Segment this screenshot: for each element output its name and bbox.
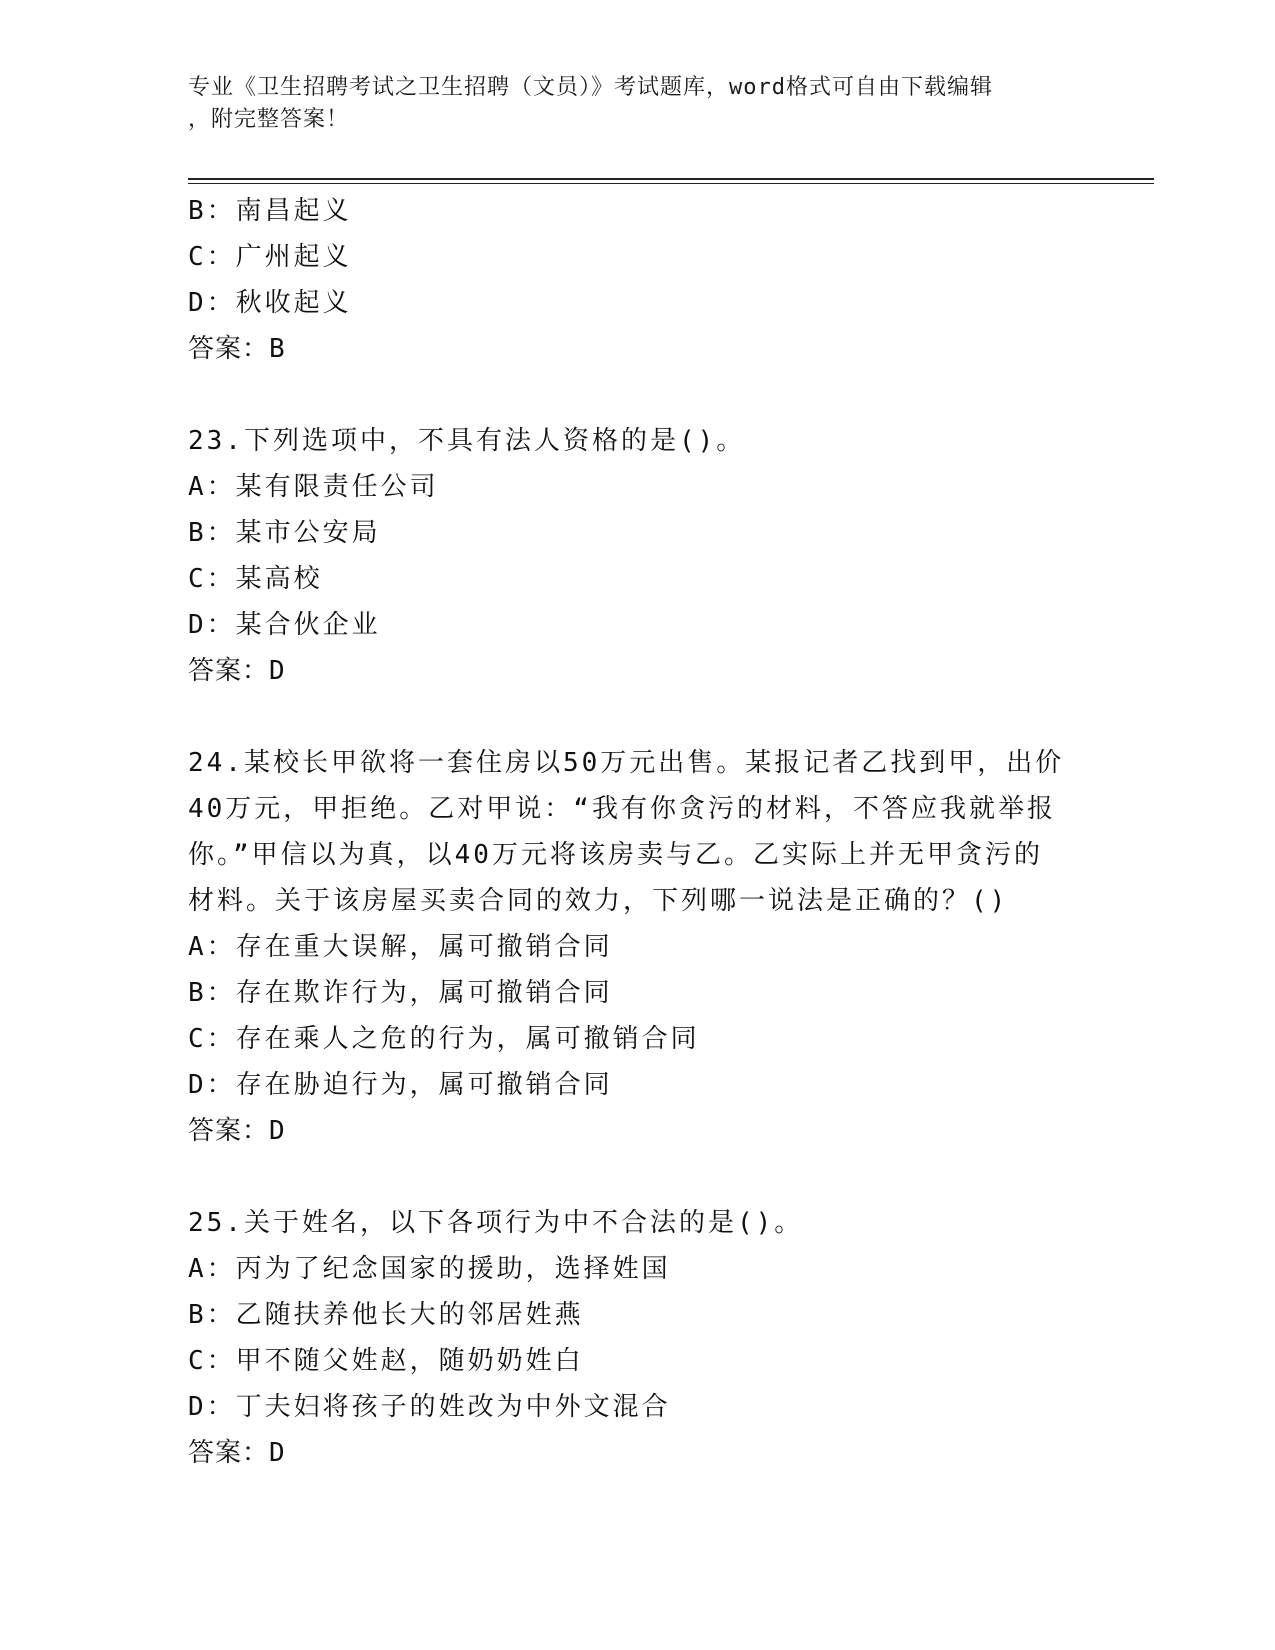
option-c: C：甲不随父姓赵，随奶奶姓白 [188,1346,584,1376]
option-b: B：某市公安局 [188,518,381,548]
answer-label: 答案： [188,1116,270,1146]
answer-label: 答案： [188,334,270,364]
answer-line [188,648,1088,694]
answer-line [188,326,1088,372]
question-list [188,188,1088,1476]
option-a: A：存在重大误解，属可撤销合同 [188,932,613,962]
answer-value: B [269,334,286,364]
option-d: D：某合伙企业 [188,610,381,640]
option-d: D：丁夫妇将孩子的姓改为中外文混合 [188,1392,671,1422]
answer-value: D [269,656,286,686]
question-stem: 23.下列选项中，不具有法人资格的是()。 [188,426,746,456]
header-line-1: 专业《卫生招聘考试之卫生招聘（文员）》考试题库，word格式可自由下载编辑 [188,75,993,100]
question-stem-line-1: 24.某校长甲欲将一套住房以50万元出售。某报记者乙找到甲，出价 [188,748,1065,778]
option-b: B：南昌起义 [188,196,352,226]
option-c: C：某高校 [188,564,323,594]
answer-value: D [269,1438,286,1468]
document-header [188,72,1068,136]
question-25 [188,1200,1088,1476]
question-24 [188,740,1088,1154]
header-line-2: ，附完整答案！ [188,107,350,132]
option-a: A：丙为了纪念国家的援助，选择姓国 [188,1254,671,1284]
question-stem-line-3: 你。”甲信以为真，以40万元将该房卖与乙。乙实际上并无甲贪污的 [188,840,1043,870]
option-c: C：广州起义 [188,242,352,272]
option-d: D：存在胁迫行为，属可撤销合同 [188,1070,613,1100]
answer-label: 答案： [188,656,270,686]
option-a: A：某有限责任公司 [188,472,439,502]
answer-label: 答案： [188,1438,270,1468]
answer-line [188,1430,1088,1476]
question-stem-line-4: 材料。关于该房屋买卖合同的效力，下列哪一说法是正确的？() [188,886,1009,916]
option-c: C：存在乘人之危的行为，属可撤销合同 [188,1024,700,1054]
option-b: B：乙随扶养他长大的邻居姓燕 [188,1300,584,1330]
header-divider-thick [188,178,1154,180]
question-22-continuation [188,188,1088,372]
option-d: D：秋收起义 [188,288,352,318]
question-23 [188,418,1088,694]
option-b: B：存在欺诈行为，属可撤销合同 [188,978,613,1008]
header-divider-thin [188,183,1154,184]
question-stem-line-2: 40万元，甲拒绝。乙对甲说：“我有你贪污的材料，不答应我就举报 [188,794,1056,824]
answer-value: D [269,1116,286,1146]
question-stem: 25.关于姓名，以下各项行为中不合法的是()。 [188,1208,804,1238]
answer-line [188,1108,1088,1154]
